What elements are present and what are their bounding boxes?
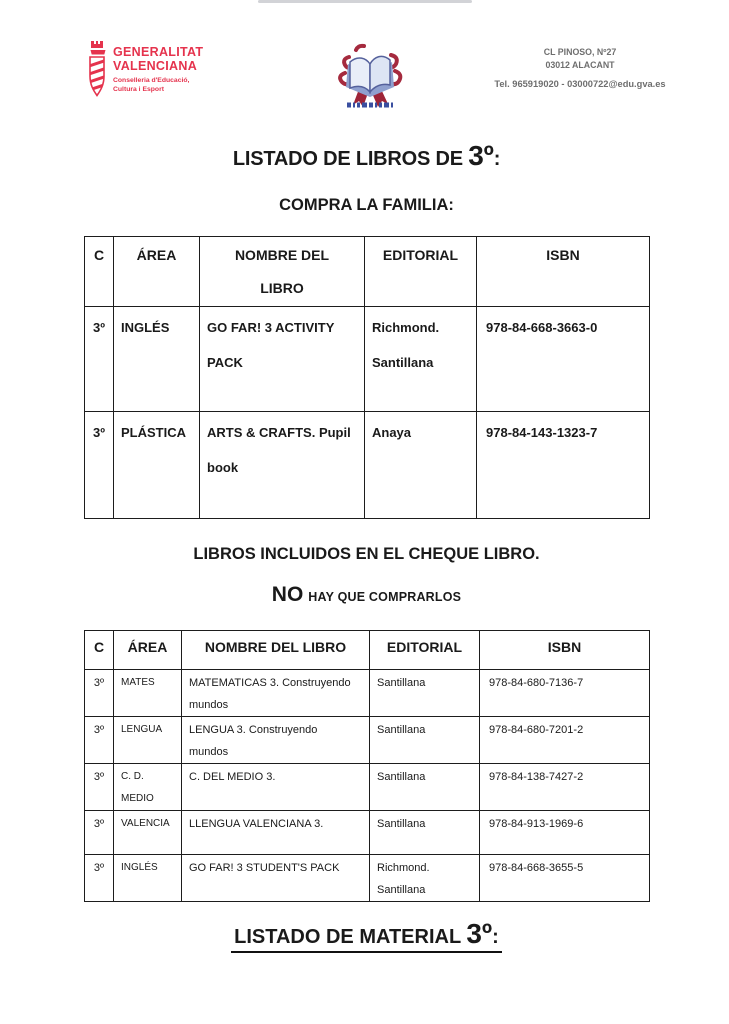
cell-area: VALENCIA bbox=[114, 811, 182, 855]
cell-nombre: GO FAR! 3 STUDENT'S PACK bbox=[182, 855, 370, 902]
gva-emblem-icon bbox=[86, 40, 108, 105]
cell-area: INGLÉS bbox=[114, 307, 200, 412]
section-title-compra: COMPRA LA FAMILIA: bbox=[279, 196, 454, 214]
no-rest: HAY QUE COMPRARLOS bbox=[308, 590, 462, 604]
section-title-no-comprar bbox=[84, 583, 649, 607]
table-row bbox=[85, 764, 650, 811]
page-title bbox=[84, 140, 649, 172]
header-area: ÁREA bbox=[114, 631, 182, 670]
cell-editorial: Santillana bbox=[370, 811, 480, 855]
table-row bbox=[85, 717, 650, 764]
cell-isbn: 978-84-680-7201-2 bbox=[480, 717, 650, 764]
cell-area: INGLÉS bbox=[114, 855, 182, 902]
cell-nombre: LLENGUA VALENCIANA 3. bbox=[182, 811, 370, 855]
material-title-suffix: : bbox=[492, 926, 499, 948]
header-area: ÁREA bbox=[114, 237, 200, 307]
cell-isbn: 978-84-913-1969-6 bbox=[480, 811, 650, 855]
gva-name-line1: GENERALITAT bbox=[113, 45, 204, 59]
table-row bbox=[85, 855, 650, 902]
compra-table bbox=[84, 236, 650, 519]
gva-sub-line1: Conselleria d'Educació, bbox=[113, 77, 190, 84]
table-header-row bbox=[85, 237, 650, 307]
cell-isbn: 978-84-680-7136-7 bbox=[480, 670, 650, 717]
table-row bbox=[85, 670, 650, 717]
no-emphasis: NO bbox=[271, 583, 304, 606]
cell-isbn: 978-84-668-3663-0 bbox=[477, 307, 650, 412]
cell-curso: 3º bbox=[85, 307, 114, 412]
header-c: C bbox=[85, 631, 114, 670]
cell-isbn: 978-84-138-7427-2 bbox=[480, 764, 650, 811]
table-row bbox=[85, 811, 650, 855]
cell-editorial: Richmond. Santillana bbox=[365, 307, 477, 412]
cell-area: PLÁSTICA bbox=[114, 412, 200, 519]
cell-area: LENGUA bbox=[114, 717, 182, 764]
cell-curso: 3º bbox=[85, 764, 114, 811]
cell-editorial: Richmond. Santillana bbox=[370, 855, 480, 902]
cell-nombre: C. DEL MEDIO 3. bbox=[182, 764, 370, 811]
header-isbn: ISBN bbox=[480, 631, 650, 670]
cell-area: C. D. MEDIO bbox=[114, 764, 182, 811]
cell-nombre: ARTS & CRAFTS. Pupil book bbox=[200, 412, 365, 519]
cell-nombre: GO FAR! 3 ACTIVITY PACK bbox=[200, 307, 365, 412]
cell-curso: 3º bbox=[85, 670, 114, 717]
table-row bbox=[85, 412, 650, 519]
gva-sub-line2: Cultura i Esport bbox=[113, 85, 164, 93]
cell-editorial: Santillana bbox=[370, 670, 480, 717]
cheque-libro-table bbox=[84, 630, 650, 902]
cell-editorial: Santillana bbox=[370, 764, 480, 811]
gva-text-block bbox=[113, 40, 203, 105]
cell-curso: 3º bbox=[85, 717, 114, 764]
header-editorial: EDITORIAL bbox=[370, 631, 480, 670]
header-editorial: EDITORIAL bbox=[365, 237, 477, 307]
section-title-cheque-libro: LIBROS INCLUIDOS EN EL CHEQUE LIBRO. bbox=[193, 545, 540, 563]
gva-logo bbox=[86, 40, 203, 105]
gva-name-line2: VALENCIANA bbox=[113, 58, 198, 73]
school-logo-icon bbox=[334, 42, 406, 116]
material-title-prefix: LISTADO DE MATERIAL bbox=[234, 926, 467, 948]
cell-area: MATES bbox=[114, 670, 182, 717]
page-title-prefix: LISTADO DE LIBROS DE bbox=[232, 148, 469, 170]
top-edge-bar bbox=[258, 0, 472, 3]
cell-editorial: Anaya bbox=[365, 412, 477, 519]
header-c: C bbox=[85, 237, 114, 307]
cell-editorial: Santillana bbox=[370, 717, 480, 764]
material-title-grade: 3º bbox=[466, 918, 493, 949]
header-nombre: NOMBRE DEL LIBRO bbox=[182, 631, 370, 670]
header-nombre: NOMBRE DEL LIBRO bbox=[200, 237, 365, 307]
cell-isbn: 978-84-668-3655-5 bbox=[480, 855, 650, 902]
cell-nombre: MATEMATICAS 3. Construyendo mundos bbox=[182, 670, 370, 717]
cell-curso: 3º bbox=[85, 855, 114, 902]
page-title-grade: 3º bbox=[468, 140, 494, 171]
address-phone-email: Tel. 965919020 - 03000722@edu.gva.es bbox=[494, 79, 666, 89]
cell-isbn: 978-84-143-1323-7 bbox=[477, 412, 650, 519]
table-row bbox=[85, 307, 650, 412]
page-title-suffix: : bbox=[493, 148, 501, 170]
cell-curso: 3º bbox=[85, 412, 114, 519]
cell-curso: 3º bbox=[85, 811, 114, 855]
school-address-block bbox=[452, 46, 708, 89]
table-header-row bbox=[85, 631, 650, 670]
address-street: CL PINOSO, Nº27 bbox=[543, 47, 617, 57]
cell-nombre: LENGUA 3. Construyendo mundos bbox=[182, 717, 370, 764]
address-city: 03012 ALACANT bbox=[545, 60, 615, 70]
material-title bbox=[84, 918, 649, 953]
header-isbn: ISBN bbox=[477, 237, 650, 307]
